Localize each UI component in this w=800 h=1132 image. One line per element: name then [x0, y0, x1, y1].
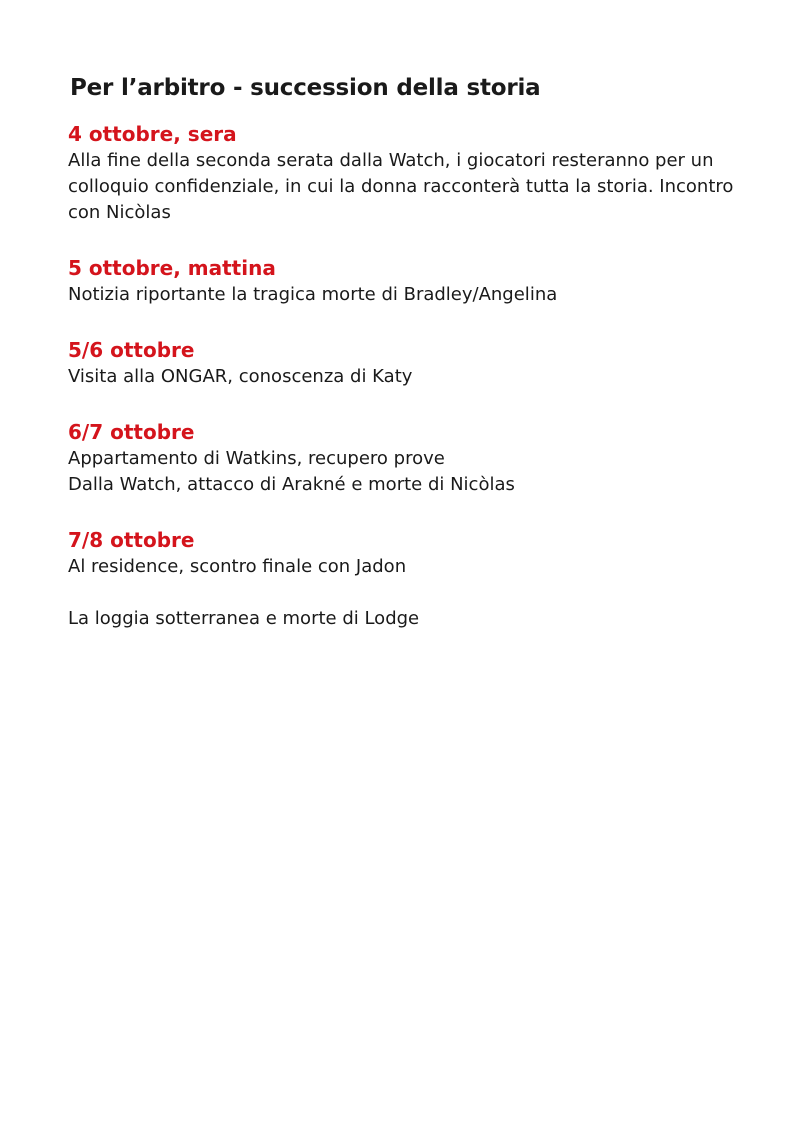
entry-description: Dalla Watch, attacco di Arakné e morte di Nicòlas — [68, 474, 515, 495]
timeline-entry — [68, 527, 748, 632]
timeline-entry — [68, 419, 748, 498]
entry-date-heading: 6/7 ottobre — [68, 420, 195, 444]
entry-description: Notizia riportante la tragica morte di Bradley/Angelina — [68, 284, 558, 305]
entry-date-heading: 5 ottobre, mattina — [68, 256, 276, 280]
page-title: Per l’arbitro - succession della storia — [70, 75, 541, 101]
entry-description: Appartamento di Watkins, recupero prove — [68, 448, 445, 469]
timeline-entry — [68, 121, 748, 226]
entry-date-heading: 5/6 ottobre — [68, 338, 195, 362]
entry-description: Alla fine della seconda serata dalla Watch, i giocatori resteranno per un colloquio confidenziale, in cui la donna racconterà tutta la storia. Incontro con Nicòlas — [68, 150, 734, 223]
entry-date-heading: 7/8 ottobre — [68, 528, 195, 552]
entry-date-heading: 4 ottobre, sera — [68, 122, 237, 146]
timeline-entry — [68, 255, 748, 308]
timeline-entry — [68, 337, 748, 390]
entry-description: La loggia sotterranea e morte di Lodge — [68, 608, 420, 629]
entry-description: Al residence, scontro finale con Jadon — [68, 556, 407, 577]
entry-description: Visita alla ONGAR, conoscenza di Katy — [68, 366, 413, 387]
timeline — [68, 121, 748, 632]
